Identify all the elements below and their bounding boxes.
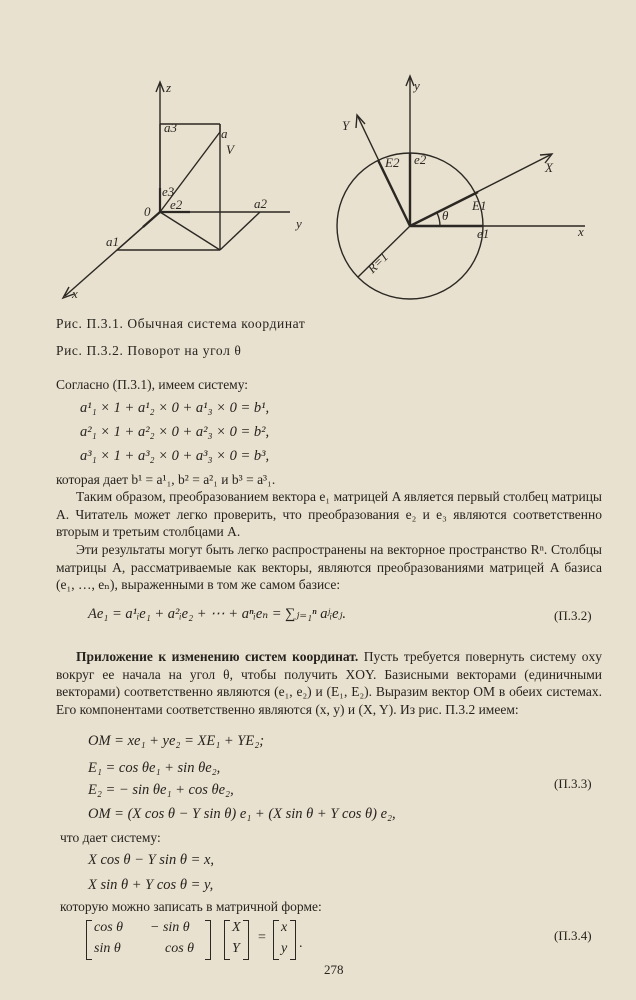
fig1-label-a1: a1 bbox=[106, 234, 119, 249]
page-number: 278 bbox=[324, 962, 344, 977]
equation-number-p32: (П.3.2) bbox=[554, 608, 592, 623]
vector-XY-right-bracket bbox=[243, 920, 249, 960]
fig1-axis-x: x bbox=[72, 286, 78, 301]
vector-xy-right-bracket bbox=[290, 920, 296, 960]
fig2-label-e2: e2 bbox=[414, 152, 427, 167]
caption-fig-1: Рис. П.3.1. Обычная система координат bbox=[56, 316, 306, 331]
vector-a bbox=[160, 132, 220, 212]
fig1-label-a2: a2 bbox=[254, 196, 267, 211]
fig1-axis-y: y bbox=[296, 216, 302, 231]
fig2-label-theta: θ bbox=[442, 208, 449, 223]
system-eq-2: a²₁ × 1 + a²₂ × 0 + a²₃ × 0 = b², bbox=[80, 424, 270, 440]
fig2-label-radius: R=1 bbox=[364, 248, 392, 277]
paragraph-2: Эти результаты могут быть легко распространены на векторное пространство Rⁿ. Столбцы матрицы A, рассматриваемые как векторы, являются преобразованиями матрицей A базиса (e₁, …, eₙ), выраженными в том же самом базисе: bbox=[56, 542, 602, 592]
fig1-label-V: V bbox=[226, 142, 234, 157]
fig1-label-a: a bbox=[221, 126, 228, 141]
fig1-axis-z: z bbox=[166, 80, 172, 95]
system-eq-3: a³₁ × 1 + a³₂ × 0 + a³₃ × 0 = b³, bbox=[80, 448, 270, 464]
application-heading: Приложение к изменению систем координат. bbox=[76, 649, 359, 664]
matrix-left-bracket bbox=[86, 920, 92, 960]
theta-arc bbox=[437, 213, 440, 226]
vector-X: X bbox=[232, 920, 241, 935]
fig2-label-E2: E2 bbox=[385, 155, 400, 170]
fig1-label-a3: a3 bbox=[164, 120, 177, 135]
gives-text: которая дает b¹ = a¹₁, b² = a²₁ и b³ = a³₁. bbox=[56, 472, 276, 487]
matrix-m11: cos θ bbox=[94, 920, 124, 935]
paragraph-application bbox=[56, 648, 602, 718]
vector-x: x bbox=[281, 920, 288, 935]
vector-XY-left-bracket bbox=[224, 920, 230, 960]
caption-fig-2: Рис. П.3.2. Поворот на угол θ bbox=[56, 343, 242, 358]
application-body: Пусть требуется повернуть систему oxy вокруг ее начала на угол θ, чтобы получить XOY. Базисными векторами (единичными векторами) соответственно являются (e₁, e₂) и (E₁, E₂). Выразим вектор OM в обеих системах. Его компонентами соответственно являются (x, y) и (X, Y). Из рис. П.3.2 имеем: bbox=[56, 649, 602, 717]
figure-rotation bbox=[337, 76, 585, 299]
equation-number-p34: (П.3.4) bbox=[554, 928, 592, 943]
fig1-label-origin: 0 bbox=[144, 204, 151, 219]
radius-line bbox=[358, 226, 410, 277]
equals-sign: = bbox=[258, 930, 266, 945]
fig2-label-E1: E1 bbox=[472, 198, 487, 213]
vector-Y: Y bbox=[232, 941, 240, 956]
equation-E2: E₂ = − sin θe₁ + cos θe₂, bbox=[88, 782, 234, 798]
matrix-right-bracket bbox=[205, 920, 211, 960]
equation-p32: Ae₁ = a¹ᵢe₁ + a²ᵢe₂ + ⋯ + aⁿᵢeₙ = ∑ⱼ₌₁ⁿ aʲᵢeⱼ. bbox=[88, 606, 347, 622]
gives-system-text: что дает систему: bbox=[60, 830, 161, 845]
paragraph-1: Таким образом, преобразованием вектора e₁ матрицей A является первый столбец матрицы A. Читатель может легко проверить, что преобразования e₂ и e₃ являются соответственно вторым и третьим столбцами A. bbox=[56, 489, 602, 539]
matrix-intro-text: которую можно записать в матричной форме: bbox=[60, 899, 322, 914]
equation-OM-expanded: OM = (X cos θ − Y sin θ) e₁ + (X sin θ + Y cos θ) e₂, bbox=[88, 806, 396, 822]
matrix-m22: cos θ bbox=[165, 941, 195, 956]
intro-text: Согласно (П.3.1), имеем систему: bbox=[56, 377, 249, 392]
figures bbox=[40, 70, 620, 315]
matrix-m21: sin θ bbox=[94, 941, 121, 956]
fig2-axis-x: x bbox=[578, 224, 584, 239]
figure-3d-coordinates bbox=[63, 80, 302, 301]
fig1-label-e3: e3 bbox=[162, 184, 175, 199]
system-x: X cos θ − Y sin θ = x, bbox=[88, 852, 215, 868]
fig2-axis-Y: Y bbox=[342, 118, 350, 133]
fig1-label-e2: e2 bbox=[170, 197, 183, 212]
matrix-m12: − sin θ bbox=[150, 920, 190, 935]
equation-E1: E₁ = cos θe₁ + sin θe₂, bbox=[88, 760, 221, 776]
vector-y: y bbox=[281, 941, 288, 956]
system-eq-1: a¹₁ × 1 + a¹₂ × 0 + a¹₃ × 0 = b¹, bbox=[80, 400, 270, 416]
fig2-label-e1: e1 bbox=[477, 226, 490, 241]
vector-xy-left-bracket bbox=[273, 920, 279, 960]
fig2-axis-y: y bbox=[414, 78, 420, 93]
equation-number-p33: (П.3.3) bbox=[554, 776, 592, 791]
equation-OM: OM = xe₁ + ye₂ = XE₁ + YE₂; bbox=[88, 733, 265, 749]
system-y: X sin θ + Y cos θ = y, bbox=[88, 877, 214, 893]
fig2-axis-X: X bbox=[545, 160, 553, 175]
matrix-period: . bbox=[299, 936, 303, 951]
